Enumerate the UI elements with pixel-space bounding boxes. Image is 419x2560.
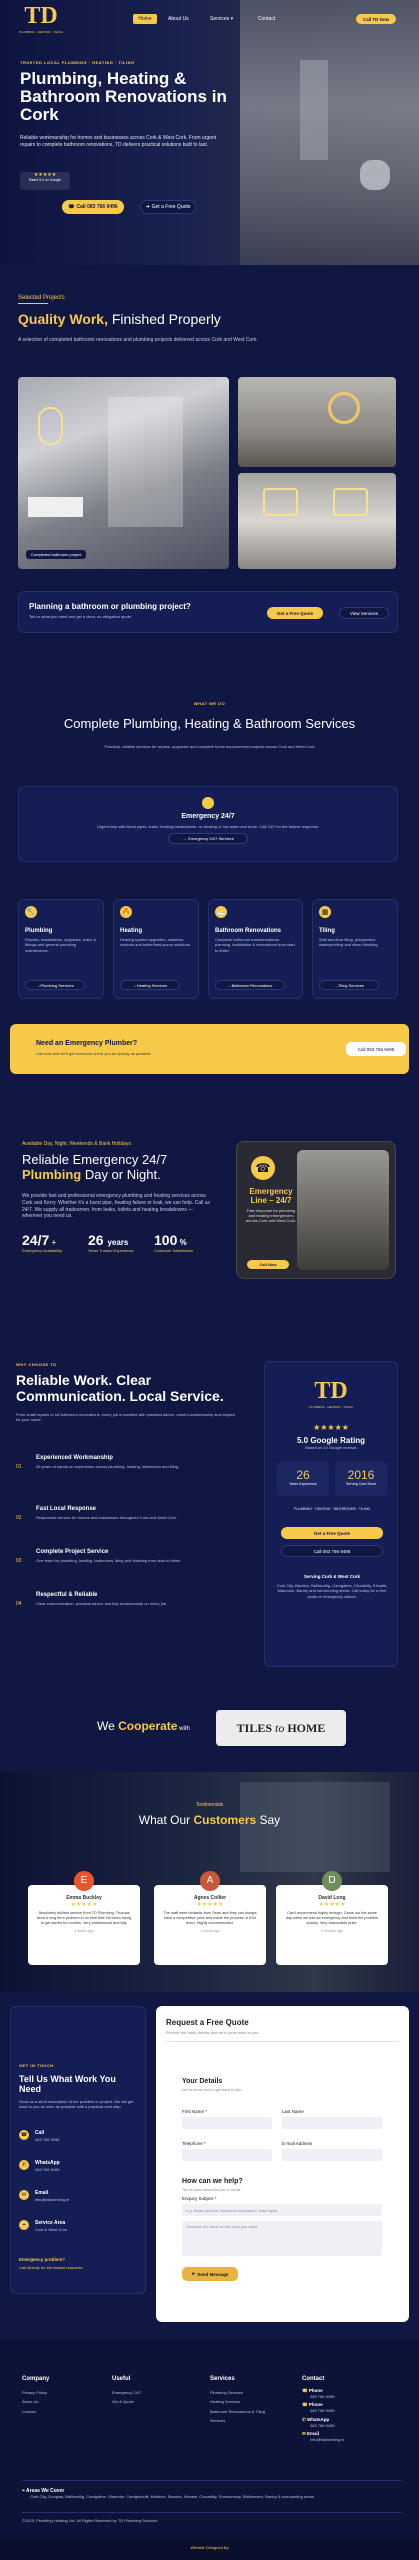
cta-subtitle: Tell us what you need and get a clear, no-obligation quote. [29, 614, 133, 619]
avatar: A [200, 1871, 220, 1891]
footer-col-company: Company Privacy Policy About Us Contact [22, 2376, 50, 2414]
project-cta-box [18, 591, 398, 633]
phone-icon: ☎ [68, 204, 75, 210]
emergency-card: ☎ Emergency Line – 24/7 Fast response for plumbing and heating emergencies across Cork and West Cork. Call Now [236, 1141, 396, 1279]
mail-icon: ✉ [19, 2190, 29, 2200]
heating-services-link[interactable]: → Heating Services [120, 980, 180, 990]
footer-link[interactable]: Bathroom Renovations & Tiling [210, 2408, 265, 2414]
hero-title: Plumbing, Heating & Bathroom Renovations in Cork [20, 69, 227, 124]
footer-designed-by[interactable]: Website Designed By [190, 2545, 229, 2550]
emergency-description: We provide fast and professional emergency plumbing and heating services across Cork and Kerry. Whether it's a burst pipe, heating failure or leak, we can help. Call us 24/7. We supply all tradesmen, from leaks, toilets and heating breakdowns — wherever you need us. [22, 1193, 210, 1220]
tile-icon: ▦ [319, 906, 331, 918]
footer-col-contact: Contact ☎ Phone 083 766 9496 ☎ Phone 083 766 9496 ✆ WhatsApp 083 766 9496 ✉ Email info@tdplumbing.ie [302, 2376, 402, 2443]
mirror-icon [38, 407, 63, 445]
testimonial-card-2: A Agnes Collier ★★★★★ The staff were fantastic from Sean and they can always have a competitive price and made the process of it for them. Highly recommended. 1 month ago [154, 1885, 266, 1965]
map-pin-icon: ⌖ [19, 2220, 29, 2230]
whatsapp-icon: ✆ [302, 2416, 306, 2422]
contact-title: Tell Us What Work You Need [19, 2074, 116, 2094]
emergency-kicker: Available Day, Night, Weekends & Bank Holidays [22, 1141, 131, 1147]
since-box: 2016 Serving Cork Since [335, 1462, 387, 1496]
hero-call-button[interactable]: ☎ Call 083 766 9496 [62, 200, 124, 214]
mail-icon: ✉ [302, 2431, 306, 2437]
footer-link[interactable]: Plumbing Services [210, 2390, 244, 2395]
hero-rating: ★★★★★ Rated 5.0 on Google [20, 172, 70, 190]
mirror-icon [333, 488, 368, 516]
testimonial-card-1: E Emma Buckley ★★★★★ Absolutely brilliant service from TD Plumbing. Thomas fixed a long term problem in no time that I've been trying to get sorted for months. Very professional and tidy. 3 weeks ago [28, 1885, 140, 1965]
stars-icon: ★★★★★ [318, 1902, 346, 1908]
stars-icon: ★★★★★ [33, 172, 57, 178]
bathroom-services-link[interactable]: → Bathroom Renovations [215, 980, 285, 990]
why-description: From small repairs to full bathroom renovations, every job is handled with practical advice, careful workmanship and respect for your home. [16, 1412, 236, 1423]
projects-label: Selected Projects [18, 295, 65, 301]
emergency-call-button[interactable]: Call 083 766 9496 [346, 1042, 406, 1056]
project-image-2[interactable] [238, 377, 396, 467]
stat-years: 26 years Years Trusted Experience [88, 1232, 134, 1253]
emergency-photo [297, 1150, 389, 1270]
projects-divider [18, 303, 48, 304]
emergency-service-card[interactable]: ⚡ Emergency 24/7 Urgent help with burst pipes, leaks, heating breakdowns, no heating or hot water and more. Call 24/7 for the fastest response. → Emergency 24/7 Services [18, 786, 398, 862]
testimonials-title: What Our Customers Say [138, 1813, 281, 1827]
service-card-plumbing[interactable]: 🔧 Plumbing Repairs, installations, upgrades, leaks & fittings and general plumbing maintenance. → Plumbing Services [18, 899, 104, 999]
footer-col-services: Services Plumbing Services Heating Services Bathroom Renovations & Tiling Services [210, 2376, 290, 2424]
hero-shower-glass [300, 60, 328, 160]
arrow-icon: → [182, 836, 187, 842]
nav-contact[interactable]: Contact [258, 16, 276, 22]
footer [0, 2340, 419, 2560]
first-name-field[interactable] [182, 2117, 272, 2129]
footer-link[interactable]: About Us [22, 2399, 39, 2405]
services-title: Complete Plumbing, Heating & Bathroom Services [63, 716, 356, 731]
arrow-icon: ➜ [145, 204, 150, 210]
footer-phone-link[interactable]: 083 766 9496 [310, 2408, 335, 2414]
footer-link[interactable]: Privacy Policy [22, 2390, 47, 2395]
phone-icon: ☎ [251, 1156, 275, 1180]
telephone-field[interactable] [182, 2149, 272, 2161]
nav-about[interactable]: About Us [168, 16, 189, 22]
phone-icon: ☎ [302, 2402, 308, 2408]
card-call-button[interactable]: Call 083 766 9496 [281, 1545, 383, 1557]
wrench-icon: 🔧 [25, 906, 37, 918]
footer-email-link[interactable]: info@tdplumbing.ie [310, 2437, 345, 2443]
stars-icon: ★★★★★ [196, 1902, 224, 1908]
services-description: Practical, reliable services for repairs, upgrades and complete home improvement projects across Cork and West Cork. [104, 744, 316, 749]
project-tag: Completed bathroom project [26, 550, 86, 559]
footer-link[interactable]: Services [210, 2418, 226, 2424]
site-logo[interactable]: TD PLUMBING · HEATING · TILING [19, 3, 63, 34]
hero-kicker: TRUSTED LOCAL PLUMBING · HEATING · TILING [20, 60, 135, 65]
stars-icon: ★★★★★ [70, 1902, 98, 1908]
last-name-field[interactable] [282, 2117, 382, 2129]
service-card-bathroom[interactable]: 🛁 Bathroom Renovations Complete bathroom transformations: planning, installation & renovations from start to finish. → Bathroom Renovations [208, 899, 303, 999]
partner-text: We Cooperate with [97, 1719, 190, 1733]
hero-bathroom-image [240, 0, 419, 265]
stat-satisfaction: 100 % Customer Satisfaction [154, 1232, 194, 1253]
plumbing-services-link[interactable]: → Plumbing Services [25, 980, 85, 990]
tiling-services-link[interactable]: → Tiling Services [319, 980, 379, 990]
arrow-icon: → [334, 982, 339, 988]
enquiry-subject-field[interactable]: e.g. Boiler service, bathroom renovation, leak repair [182, 2204, 382, 2216]
footer-copyright: ©2025, Plumbing Heating Ltd. All Rights Reserved by TD Plumbing Services [22, 2518, 158, 2523]
project-image-3[interactable] [238, 473, 396, 569]
nav-home[interactable]: Home [133, 14, 157, 24]
testimonials-bg-image [240, 1782, 390, 1872]
why-point-2: 02 Fast Local Response Responsive service for homes and businesses throughout Cork and West Cork. [16, 1506, 177, 1521]
why-label: WHY CHOOSE TD [16, 1362, 57, 1367]
email-field[interactable] [282, 2149, 382, 2161]
arrow-icon: → [227, 982, 232, 988]
services-label: WHAT WE DO [193, 701, 226, 706]
footer-whatsapp-link[interactable]: 083 766 9496 [310, 2422, 335, 2428]
footer-areas: ⌖ Areas We Cover Cork City, Douglas, Ballincollig, Carrigaline, Glanmire, Carrigtwohill, Midleton, Bandon, Kinsale, Clonakilty, Dunmanway, Skibbereen, Bantry & surrounding areas. [22, 2488, 316, 2499]
arrow-icon: → [36, 982, 41, 988]
emergency-icon: ⚡ [202, 797, 214, 809]
phone-icon: ☎ [20, 2132, 28, 2138]
map-pin-icon: ⌖ [22, 2488, 25, 2494]
testimonial-card-3: D David Long ★★★★★ Can't recommend highly enough. Came out the same day when we had an emergency and fixed the problem quickly. Very reasonable price. 2 months ago [276, 1885, 388, 1965]
projects-description: A selection of completed bathroom renovations and plumbing projects delivered across Cork and West Cork. [18, 337, 258, 343]
footer-phone-link[interactable]: 083 766 9496 [310, 2394, 335, 2399]
hero-toilet [360, 160, 390, 190]
testimonials-label: Testimonials [195, 1802, 224, 1808]
send-icon: ➤ [191, 2271, 196, 2276]
card-quote-button[interactable]: Get a Free Quote [281, 1527, 383, 1539]
emergency-services-button[interactable]: → Emergency 24/7 Services [168, 833, 248, 844]
hero-description: Reliable workmanship for homes and businesses across Cork & West Cork. From urgent repairs to complete bathroom renovations, TD delivers practical solutions built to last. [20, 135, 217, 148]
footer-col-useful: Useful Emergency 24/7 Get A Quote [112, 2376, 142, 2405]
message-textarea[interactable]: Describe the issue or the work you need [182, 2221, 382, 2256]
flame-icon: 🔥 [120, 906, 132, 918]
partner-logo[interactable]: TILES to HOME [216, 1710, 346, 1746]
emergency-card-call-button[interactable]: Call Now [247, 1260, 289, 1269]
footer-link[interactable]: Emergency 24/7 [112, 2390, 142, 2395]
cta-quote-button[interactable]: Get a Free Quote [267, 607, 323, 619]
service-card-tiling[interactable]: ▦ Tiling Wall and floor tiling, preparation, waterproofing and clean finishing. → Tiling Services [312, 899, 398, 999]
whatsapp-icon: ✆ [19, 2160, 29, 2170]
footer-link[interactable]: Contact [22, 2408, 36, 2414]
why-point-3: 03 Complete Project Service One team for plumbing, heating, bathrooms, tiling and finishing from start to finish. [16, 1549, 182, 1564]
service-card-heating[interactable]: 🔥 Heating Heating system upgrades, radiators, controls and boiler/heat-pump solutions. → Heating Services [113, 899, 199, 999]
chevron-down-icon: ▾ [230, 16, 234, 22]
emergency-banner: Need an Emergency Plumber? Call now and we'll get someone out to you as quickly as possible. Call 083 766 9496 [10, 1024, 409, 1074]
mirror-icon [263, 488, 298, 516]
stat-emergency: 24/7 + Emergency Availability [22, 1232, 62, 1253]
stars-icon: ★★★★★ [313, 1423, 349, 1432]
avatar: D [322, 1871, 342, 1891]
shower-glass [108, 397, 183, 527]
vanity-unit [28, 497, 83, 517]
card-logo: TD [314, 1378, 348, 1404]
round-mirror-icon [328, 392, 360, 424]
why-point-4: 04 Respectful & Reliable Clear communication, practical advice and tidy workmanship on every job. [16, 1592, 168, 1607]
avatar: E [74, 1871, 94, 1891]
send-message-button[interactable]: ➤ Send Message [182, 2267, 238, 2281]
arrow-icon: → [132, 982, 137, 988]
footer-link[interactable]: Get A Quote [112, 2399, 134, 2405]
nav-call-button[interactable]: Call TD Now [356, 14, 396, 24]
rating-card: TD PLUMBING · HEATING · TILING ★★★★★ 5.0 Google Rating Based on 10 Google reviews 26 Years Experience 2016 Serving Cork Since PLUMBING · HEATING · BATHROOMS · TILING Get a Free Quote Call 083 766 9496 Serving Cork & West Cork Cork City, Bandon, Ballincollig, Carrigaline, Clonakilty, Kinsale, Macroom, Bantry and surrounding areas. Call today for a free quote or emergency callout. [264, 1361, 398, 1667]
hero-quote-button[interactable]: ➜ Get a Free Quote [140, 200, 196, 214]
project-image-main[interactable] [18, 377, 229, 569]
why-title: Reliable Work. Clear Communication. Local Service. [16, 1372, 224, 1404]
years-box: 26 Years Experience [277, 1462, 329, 1496]
contact-panel: GET IN TOUCH Tell Us What Work You Need Send us a short description of the problem or project. We will get back to you as soon as possible with a practical next step. ☎ Call 083 766 9496 ✆ WhatsApp 083 766 9496 ✉ Email info@tdplumbing.ie ⌖ Service Area Cork & West Cork Emergency problem? Call directly for the fastest response. [10, 2006, 146, 2294]
cta-title: Planning a bathroom or plumbing project? [29, 602, 191, 611]
footer-link[interactable]: Heating Services [210, 2399, 241, 2405]
bath-icon: 🛁 [215, 906, 227, 918]
why-point-1: 01 Experienced Workmanship 26 years of hands-on experience across plumbing, heating, bathrooms and tiling. [16, 1455, 180, 1470]
nav-services[interactable]: Services ▾ [210, 16, 234, 22]
phone-icon: ☎ [302, 2388, 308, 2393]
quote-form: Request a Free Quote Provide the basic details and we'll come back to you. Your Details Let us know how to get back to you. First Name * Last Name Telephone * E-mail Address How can we help? Tell us more about the job or repair. Enquiry Subject * e.g. Boiler service, bathroom renovation, leak repair Describe the issue or the work you need ➤ Send Message [156, 2006, 409, 2322]
emergency-title: Reliable Emergency 24/7 Plumbing Day or Night. [22, 1152, 168, 1182]
projects-title: Quality Work, Finished Properly [18, 311, 221, 327]
cta-services-button[interactable]: View Services [339, 607, 389, 619]
